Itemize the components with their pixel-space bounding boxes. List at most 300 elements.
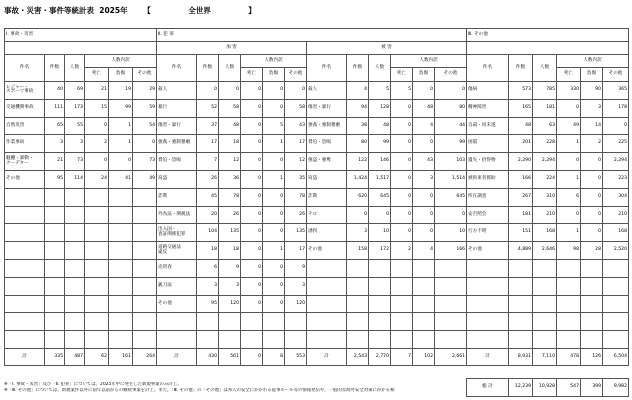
item-value: 94 [347,99,369,117]
table-row [5,259,157,277]
header-cases: 件数 [197,55,219,82]
header-row [5,55,157,68]
item-name: 銃刀法 [157,277,197,295]
empty-cell [5,259,45,277]
item-value: 40 [45,82,65,100]
header-breakdown: 人数内訳 [557,55,629,68]
item-value: 1,514 [435,170,467,188]
item-value: 18 [197,242,219,260]
table-row [5,188,157,206]
item-value: 0 [391,153,413,171]
item-value: 65 [45,117,65,135]
item-value: 645 [369,188,391,206]
item-value: 1,517 [369,170,391,188]
empty-cell [133,188,157,206]
item-value: 21 [45,153,65,171]
item-value: 48 [369,117,391,135]
table-row [157,99,467,117]
empty-cell [581,313,603,331]
empty-cell [109,188,133,206]
table-row [467,242,629,260]
table-row [467,153,629,171]
item-name: 被拘束者援助 [467,170,509,188]
header-name: 件名 [157,55,197,82]
item-name: 外為法・関税法 [157,206,197,224]
section-row [157,29,467,42]
item-name: 強盗・強奪 [307,153,347,171]
empty-cell [467,277,509,295]
item-value: 38 [347,117,369,135]
table-row [5,117,157,135]
table-row [467,206,629,224]
item-name: 作業事故 [5,135,45,153]
empty-cell [557,313,581,331]
footnote-2: ※「Ⅲ. その他」については，新規案件以外に前年以前からの継続事案を計上。また，「Ⅲ. その他」の「その他」は邦人の安全にかかわる従事ルール等の情報発信や，一般的な海外安全対策にかかる相 [4,388,395,393]
empty-cell [85,224,109,242]
total-value: 478 [557,348,581,365]
item-value: 3 [285,277,307,295]
item-value: 43 [413,153,435,171]
empty-cell [109,224,133,242]
item-value: 17 [285,242,307,260]
empty-cell [85,277,109,295]
item-value: 178 [603,99,629,117]
total-value: 2,770 [369,348,391,365]
item-value: 310 [533,188,557,206]
table-row [5,313,157,331]
table-row [157,313,467,331]
item-name: 傷害・暴行 [307,99,347,117]
header-people: 人数 [369,55,391,82]
item-value: 17 [197,135,219,153]
item-value: 7 [197,153,219,171]
item-value: 0 [581,170,603,188]
item-value: 54 [133,117,157,135]
empty-cell [467,259,509,277]
table-row [467,331,629,349]
table-row [467,224,629,242]
table-row [157,259,467,277]
table-row [467,295,629,313]
empty-cell [603,277,629,295]
item-name: 困窮 [467,135,509,153]
item-value: 0 [85,117,109,135]
item-value: 365 [603,82,629,100]
item-value: 49 [557,117,581,135]
section-row [467,29,629,42]
item-value: 0 [219,82,241,100]
item-value: 0 [241,206,263,224]
header-people: 人数 [533,55,557,82]
item-name: 精神障害 [467,99,509,117]
item-value: 3 [219,277,241,295]
empty-cell [307,331,347,349]
empty-cell [391,295,413,313]
item-value: 41 [109,170,133,188]
item-value: 0 [581,188,603,206]
table-row [5,277,157,295]
item-value: 0 [581,224,603,242]
table-row [157,242,467,260]
empty-cell [133,259,157,277]
item-name: その他 [157,295,197,313]
item-value: 0 [413,82,435,100]
item-value: 103 [435,153,467,171]
item-name: 所在調査 [467,188,509,206]
item-value: 330 [557,82,581,100]
header-row [157,55,467,68]
item-value: 35 [285,170,307,188]
empty-cell [133,313,157,331]
table-row [467,99,629,117]
empty-cell [65,242,85,260]
empty-cell [5,188,45,206]
empty-cell [307,259,347,277]
spacer-row [467,42,629,55]
empty-cell [369,295,391,313]
item-value: 43 [285,117,307,135]
total-row [5,348,157,365]
empty-cell [307,277,347,295]
item-value: 80 [435,99,467,117]
empty-cell [5,42,157,55]
header-name: 件名 [5,55,45,82]
table-row [5,242,157,260]
empty-cell [65,206,85,224]
item-value: 0 [263,206,285,224]
empty-cell [133,295,157,313]
empty-cell [109,295,133,313]
header-row [467,55,629,68]
item-value: 49 [133,170,157,188]
total-label: 計 [307,348,347,365]
item-value: 6 [557,188,581,206]
empty-cell [219,313,241,331]
item-value: 104 [197,224,219,242]
item-value: 4 [413,117,435,135]
item-value: 1 [263,135,285,153]
table-row [467,259,629,277]
empty-cell [65,313,85,331]
item-value: 1 [109,135,133,153]
item-value: 111 [45,99,65,117]
section-accidents: Ⅰ. 事故・災害 [5,29,157,42]
table-row [157,117,467,135]
item-name: 強姦・強制猥褻 [307,117,347,135]
item-value: 210 [603,206,629,224]
section-row [5,29,157,42]
item-value: 0 [263,295,285,313]
table-row [5,295,157,313]
empty-cell [263,331,285,349]
empty-cell [347,277,369,295]
item-value: 181 [509,206,533,224]
item-value: 78 [219,188,241,206]
empty-cell [85,188,109,206]
item-name: テロ [307,206,347,224]
empty-cell [85,295,109,313]
item-value: 785 [533,82,557,100]
item-value: 10 [435,224,467,242]
table-row [5,206,157,224]
empty-cell [241,313,263,331]
total-value: 430 [197,348,219,365]
item-value: 3 [581,99,603,117]
grand-total-value: 12,239 [509,379,533,397]
grand-total-value: 9,982 [603,379,629,397]
item-name: レジャー・ スポーツ事故 [5,82,45,100]
total-value: 8 [263,348,285,365]
item-value: 0 [241,117,263,135]
item-value: 73 [133,153,157,171]
item-value: 48 [509,117,533,135]
item-value: 120 [219,295,241,313]
empty-cell [85,331,109,349]
item-value: 0 [391,135,413,153]
total-value: 8,931 [509,348,533,365]
empty-cell [109,277,133,295]
title-main: 事故・災害・事件等統計表 2025年 [4,6,128,15]
table-other [466,28,629,366]
item-value: 0 [391,224,413,242]
item-value: 6 [197,259,219,277]
item-value: 10 [369,224,391,242]
item-value: 0 [241,277,263,295]
empty-cell [347,295,369,313]
item-value: 2,646 [533,242,557,260]
item-value: 80 [347,135,369,153]
empty-cell [85,206,109,224]
item-name: 遺失・拾得物 [467,153,509,171]
item-name: その他 [467,242,509,260]
total-value: 553 [285,348,307,365]
item-value: 2 [391,242,413,260]
item-name: 交通機関事故 [5,99,45,117]
section-crimes: Ⅱ. 犯 罪 [157,29,467,42]
table-row [5,82,157,100]
item-value: 99 [435,135,467,153]
empty-cell [413,277,435,295]
table-row [157,188,467,206]
item-value: 120 [285,295,307,313]
empty-cell [5,277,45,295]
item-value: 3 [197,277,219,295]
item-value: 1 [557,135,581,153]
item-value: 26 [197,170,219,188]
total-value: 161 [109,348,133,365]
empty-cell [219,331,241,349]
empty-cell [509,313,533,331]
spacer-row [5,42,157,55]
item-value: 172 [369,242,391,260]
empty-cell [65,277,85,295]
empty-cell [369,331,391,349]
item-value: 95 [197,295,219,313]
empty-cell [509,277,533,295]
item-name: 殺人 [157,82,197,100]
item-value: 0 [581,153,603,171]
header-dead: 死亡 [557,68,581,82]
item-value: 225 [603,135,629,153]
item-name: 売買春 [157,259,197,277]
item-value: 146 [369,153,391,171]
item-name: 騒擾・暴動・ クーデター [5,153,45,171]
table-row [157,224,467,242]
header-other: その他 [133,68,157,82]
item-value: 165 [509,99,533,117]
total-value: 2,661 [435,348,467,365]
item-value: 2,294 [533,153,557,171]
item-value: 73 [65,153,85,171]
header-breakdown: 人数内訳 [85,55,157,68]
item-value: 201 [509,135,533,153]
empty-cell [509,259,533,277]
item-value: 0 [435,82,467,100]
item-value: 58 [219,99,241,117]
item-value: 0 [435,206,467,224]
table-row [467,188,629,206]
empty-cell [581,331,603,349]
empty-cell [347,259,369,277]
empty-cell [557,259,581,277]
empty-cell [109,206,133,224]
empty-cell [435,259,467,277]
total-value: 0 [241,348,263,365]
item-value: 0 [557,153,581,171]
empty-cell [133,224,157,242]
table-row [467,82,629,100]
total-value: 487 [65,348,85,365]
item-value: 0 [263,188,285,206]
item-value: 0 [241,224,263,242]
item-value: 5 [369,82,391,100]
item-value: 4 [347,82,369,100]
total-row [467,348,629,365]
item-value: 3 [413,170,435,188]
item-value: 12 [219,153,241,171]
item-value: 0 [263,99,285,117]
empty-cell [391,313,413,331]
total-value: 2,543 [347,348,369,365]
empty-cell [85,259,109,277]
item-value: 0 [241,153,263,171]
header-injured: 負傷 [109,68,133,82]
empty-cell [391,331,413,349]
item-value: 135 [219,224,241,242]
empty-cell [109,331,133,349]
item-value: 52 [197,99,219,117]
item-value: 0 [241,135,263,153]
item-value: 114 [65,170,85,188]
header-name: 件名 [307,55,347,82]
header-people: 人数 [219,55,241,82]
table-row [157,153,467,171]
empty-cell [581,295,603,313]
header-cases: 件数 [347,55,369,82]
item-value: 99 [369,135,391,153]
item-value: 181 [533,99,557,117]
item-value: 0 [263,153,285,171]
item-value: 9 [219,259,241,277]
empty-cell [307,295,347,313]
empty-cell [533,295,557,313]
total-value: 126 [581,348,603,365]
subsection-attack: 加 害 [157,42,307,55]
empty-cell [435,295,467,313]
item-value: 45 [197,188,219,206]
item-name: 出入国・ 査証関係犯罪 [157,224,197,242]
empty-cell [197,313,219,331]
item-value: 78 [285,188,307,206]
total-value: 6,504 [603,348,629,365]
item-value: 0 [197,82,219,100]
item-name: 窃盗 [307,170,347,188]
item-value: 620 [347,188,369,206]
empty-cell [157,313,197,331]
empty-cell [603,331,629,349]
header-injured: 負傷 [413,68,435,82]
item-value: 0 [581,206,603,224]
item-value: 19 [109,82,133,100]
item-name: 詐欺 [157,188,197,206]
item-name: 窃盗 [157,170,197,188]
table-row [157,295,467,313]
table-row [5,224,157,242]
page-title [4,5,256,16]
table-row [467,135,629,153]
item-value: 1,424 [347,170,369,188]
footnote-1: ※「Ⅰ. 事故・災害」及び「Ⅱ. 犯罪」については，2025年中に発生した新規事案のみ計上。 [4,382,182,387]
item-value: 0 [391,206,413,224]
empty-cell [467,313,509,331]
empty-cell [413,313,435,331]
empty-cell [5,242,45,260]
item-name: 自殺・同未遂 [467,117,509,135]
footnotes [4,382,444,394]
table-row [157,206,467,224]
title-region: 【 全世界 】 [143,6,256,15]
total-row [157,348,467,365]
subsection-victim: 被 害 [307,42,467,55]
item-value: 0 [557,206,581,224]
item-value: 0 [241,295,263,313]
grand-total-label: 総 計 [467,379,509,397]
empty-cell [347,331,369,349]
item-name: 傷病 [467,82,509,100]
header-other: その他 [285,68,307,82]
empty-cell [413,331,435,349]
empty-cell [509,331,533,349]
empty-cell [45,259,65,277]
total-value: 62 [85,348,109,365]
item-value: 37 [197,117,219,135]
item-value: 0 [413,188,435,206]
item-value: 0 [369,206,391,224]
grand-total-value: 10,928 [533,379,557,397]
empty-cell [45,277,65,295]
empty-cell [369,277,391,295]
empty-cell [45,224,65,242]
empty-cell [5,313,45,331]
item-value: 0 [263,277,285,295]
empty-cell [5,224,45,242]
item-value: 0 [603,117,629,135]
item-value: 9 [285,259,307,277]
item-value: 0 [413,135,435,153]
header-other: その他 [435,68,467,82]
table-row [5,170,157,188]
empty-cell [133,277,157,295]
